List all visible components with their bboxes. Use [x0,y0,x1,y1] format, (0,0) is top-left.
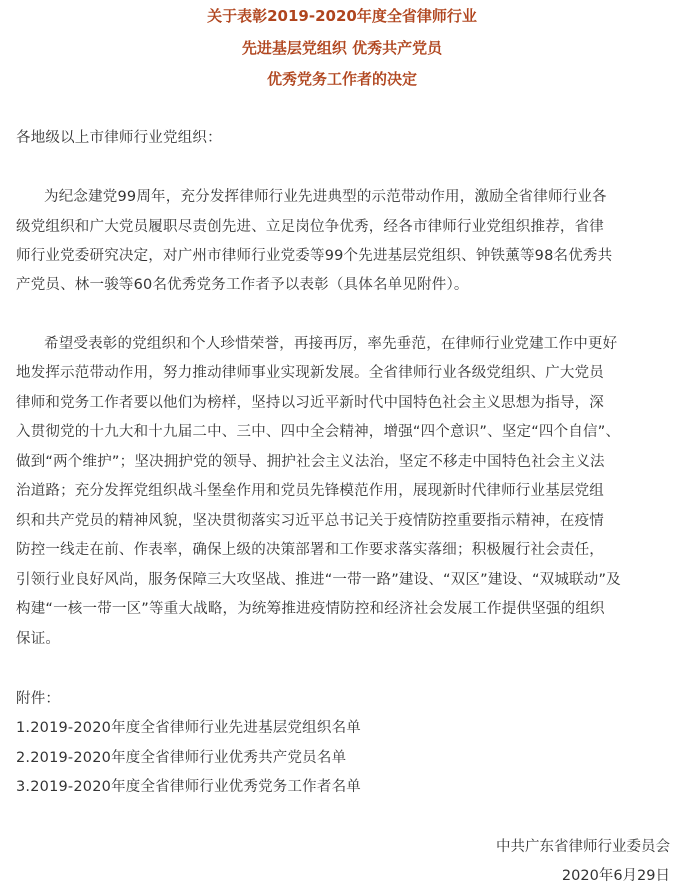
paragraph-line: 级党组织和广大党员履职尽责创先进、立足岗位争优秀，经各市律师行业党组织推荐，省律 [16,219,604,235]
paragraph-line: 产党员、林一骏等60名优秀党务工作者予以表彰（具体名单见附件）。 [16,277,469,293]
paragraph-line: 防控一线走在前、作表率，确保上级的决策部署和工作要求落实落细；积极履行社会责任， [16,542,604,558]
title-line-3: 优秀党务工作者的决定 [266,70,417,88]
title-line-1: 关于表彰2019-2020年度全省律师行业 [207,7,477,25]
paragraph-line: 构建“一核一带一区”等重大战略，为统筹推进疫情防控和经济社会发展工作提供坚强的组织 [16,601,605,617]
paragraph-line: 为纪念建党99周年，充分发挥律师行业先进典型的示范带动作用，激励全省律师行业各 [44,189,607,205]
signature-date: 2020年6月29日 [561,868,670,884]
paragraph-line: 保证。 [16,631,61,647]
signature-org: 中共广东省律师行业委员会 [496,839,670,855]
attachment-item: 3.2019-2020年度全省律师行业优秀党务工作者名单 [16,779,361,795]
paragraph-line: 师行业党委研究决定，对广州市律师行业党委等99个先进基层党组织、钟铁薰等98名优秀共 [16,248,613,264]
paragraph-line: 律师和党务工作者要以他们为榜样，坚持以习近平新时代中国特色社会主义思想为指导，深 [16,395,604,411]
paragraph-line: 入贯彻党的十九大和十九届二中、三中、四中全会精神，增强“四个意识”、坚定“四个自信”、 [16,424,621,440]
title-line-2: 先进基层党组织 优秀共产党员 [241,39,443,57]
paragraph-line: 引领行业良好风尚，服务保障三大攻坚战、推进“一带一路”建设、“双区”建设、“双城联动”及 [16,572,621,588]
salutation: 各地级以上市律师行业党组织： [16,130,222,146]
paragraph-line: 治道路；充分发挥党组织战斗堡垒作用和党员先锋模范作用，展现新时代律师行业基层党组 [16,483,604,499]
attachment-item: 1.2019-2020年度全省律师行业先进基层党组织名单 [16,720,361,736]
paragraph-line: 地发挥示范带动作用，努力推动律师事业实现新发展。全省律师行业各级党组织、广大党员 [16,365,604,381]
paragraph-line: 做到“两个维护”；坚决拥护党的领导、拥护社会主义法治，坚定不移走中国特色社会主义法 [16,454,605,470]
paragraph-line: 希望受表彰的党组织和个人珍惜荣誉，再接再厉，率先垂范，在律师行业党建工作中更好 [44,336,618,352]
paragraph-line: 织和共产党员的精神风貌，坚决贯彻落实习近平总书记关于疫情防控重要指示精神，在疫情 [16,513,604,529]
attachments-label: 附件： [16,691,61,707]
attachment-item: 2.2019-2020年度全省律师行业优秀共产党员名单 [16,750,347,766]
